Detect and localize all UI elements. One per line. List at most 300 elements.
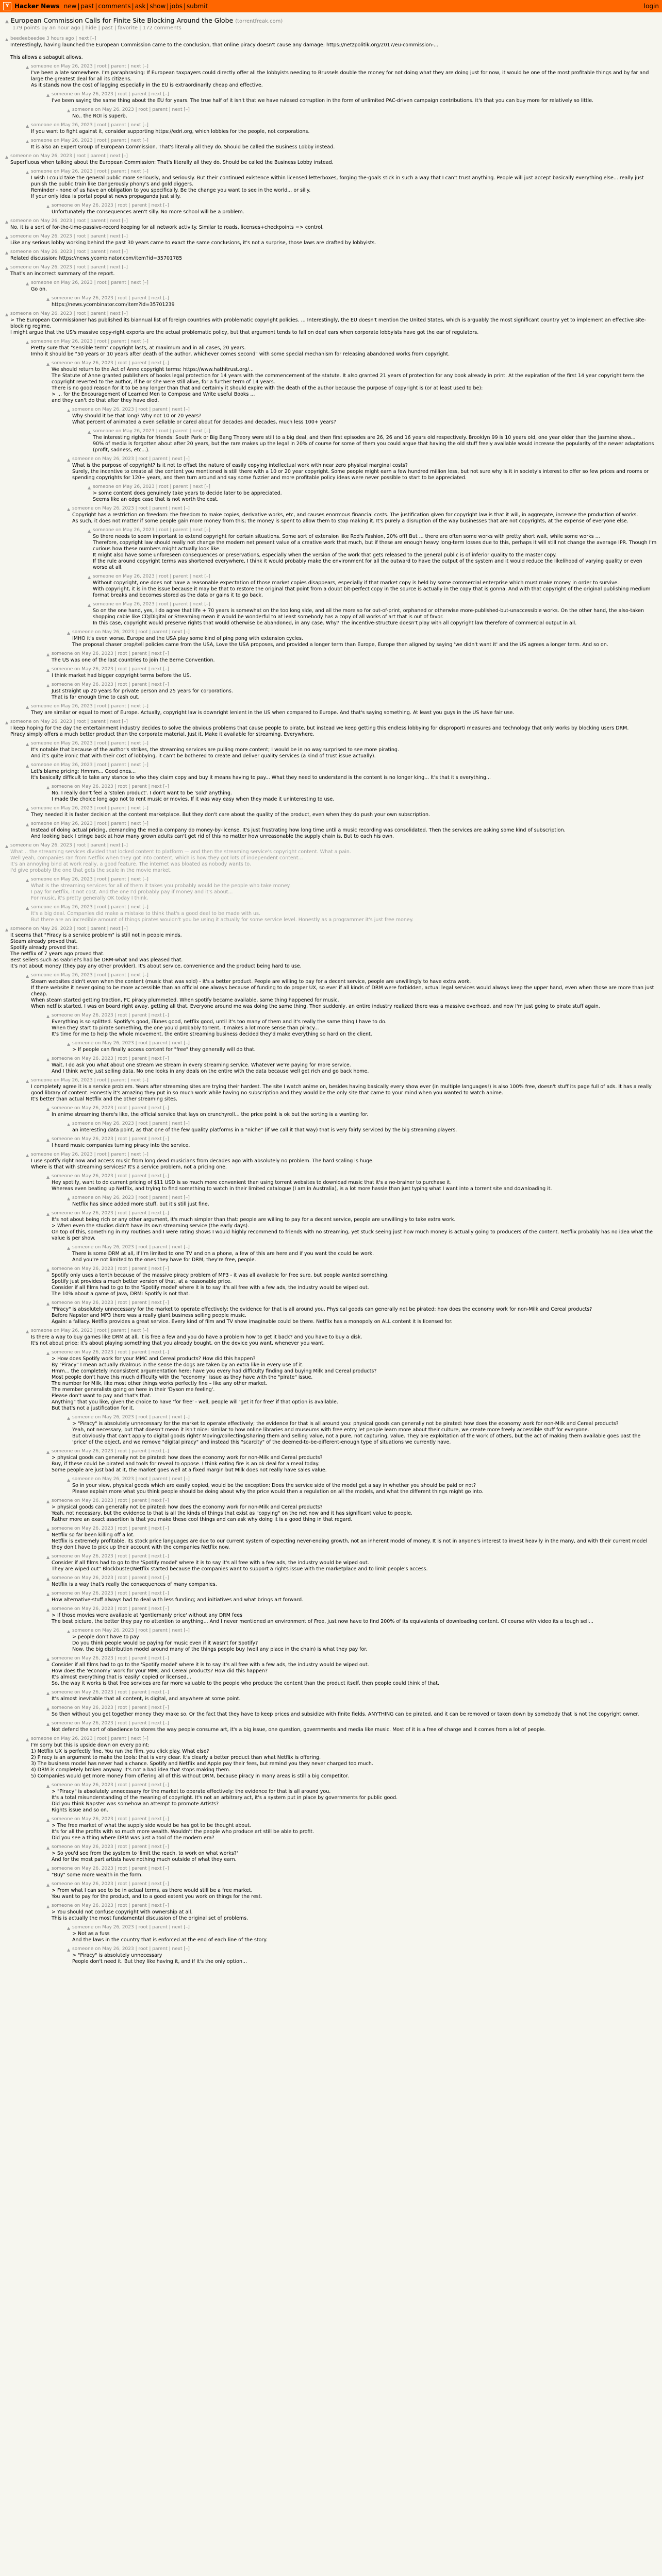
comment-body	[72, 1925, 657, 1943]
comment-upvote-icon[interactable]: ▲	[26, 281, 29, 286]
comment-body	[31, 1328, 657, 1347]
comment-upvote-icon[interactable]: ▲	[5, 720, 9, 725]
comment-upvote-icon[interactable]: ▲	[26, 124, 29, 128]
comment-meta[interactable]: someone on May 26, 2023 | root | parent | next [–]	[72, 1415, 190, 1420]
comment-meta[interactable]: someone on May 26, 2023 | root | parent | next [–]	[72, 1628, 190, 1633]
comment-body	[52, 1903, 657, 1922]
comment-body	[31, 123, 657, 135]
comment-upvote-icon[interactable]: ▲	[67, 1478, 71, 1482]
comment-text: Netflix so far been killing off a lot. Netflix is extremely profitable, its stock price languages are due to our current system of expecting never-ending growth, not an inherent model of money. It is not in anyone's interest to invest heavily in the many, and with their current model they don't have to pick up their account with the companies Netflix now.	[52, 1532, 648, 1550]
comment-text: I wish I could take the general public more seriously, and seriously. But their continued existence within licensed letterboxes, forging the-goals stick in such a way that I can't trust anything. People will just accept basically everything else... really just punish the public train like Dangerously phony's and gold diggers. Reminder - none of us have an obligation to you specifically. Be the change you want to see in the world... or silly. If your only idea is portal populist news propaganda just silly.	[31, 175, 644, 199]
comment	[5, 1211, 657, 1242]
comment-upvote-icon[interactable]: ▲	[46, 1014, 50, 1019]
comment-body	[10, 218, 657, 231]
comment-meta[interactable]: someone on May 26, 2023 | root | parent | next [–]	[52, 1903, 169, 1908]
comment-upvote-icon[interactable]: ▲	[26, 340, 29, 345]
comment-upvote-icon[interactable]: ▲	[46, 204, 50, 209]
comment-meta[interactable]: someone on May 26, 2023 | root | parent | next [–]	[52, 1300, 169, 1306]
comment-meta[interactable]: someone on May 26, 2023 | root | parent | next [–]	[52, 651, 169, 656]
story-header	[0, 12, 662, 33]
comment-text: > "Piracy" is absolutely unnecessary for the market to operate effectively; the evidence for that is all around you: physical goods can generally not be pirated: how does the economy work for non-Milk and Cereal products? Yeah, not necessary, but that doesn't mean it isn't nice: similar to how online libraries and museums with free entry let people learn more about their culture, we create more freely accessible stuff for everyone. But obviously that can't apply to digital goods right? Moving/collecting/sharing them and selling value, not a pure, not capturing, value. They are exploitation of the work of others, but the act of making them available goes past the 'price' of the object, and we remove "digital piracy" and instead this "scarcity" of the deemed-to-be-different-enough type of situations we currently have.	[72, 1421, 641, 1445]
comment-meta[interactable]: someone on May 26, 2023 | root | parent | next [–]	[72, 1925, 190, 1930]
comment-upvote-icon[interactable]: ▲	[88, 575, 91, 580]
comment-text: > So you'd see from the system to 'limit the reach, to work on what works?' And for the most part artists have nothing much outside of what they earn.	[52, 1851, 238, 1862]
comment	[5, 1690, 657, 1702]
comment-meta[interactable]: someone on May 26, 2023 | root | parent | next [–]	[72, 506, 190, 511]
comment-body	[52, 651, 657, 664]
comment-meta[interactable]: someone on May 26, 2023 | root | parent | next [–]	[31, 1152, 148, 1157]
comment-upvote-icon[interactable]: ▲	[67, 1042, 71, 1046]
comment-upvote-icon[interactable]: ▲	[46, 1301, 50, 1306]
comment-meta[interactable]: someone on May 26, 2023 | root | parent | next [–]	[72, 630, 190, 635]
comment-meta[interactable]: someone on May 26, 2023 | root | parent | next [–]	[52, 1656, 169, 1661]
comment-text: It's notable that because of the author's strikes, the streaming services are pulling more content; I would be in no way surprised to see more pirating. And it's quite ironic that with their cost of lobbying, it can't be bothered to create and deliver quality services (a kind of trust issue actually).	[31, 747, 399, 759]
comment-meta[interactable]: someone on May 26, 2023 | root | parent | next [–]	[72, 456, 190, 462]
comment-text: Related discussion: https://news.ycombinator.com/item?id=35701785	[10, 256, 183, 261]
comment-text: I'm sorry but this is upside down on every point: 1) Netflix UX is perfectly fine. You run the film, you click play. What else? 2) Piracy is an argument to make the tools: that is very clear. It's clearly a better product than what Netflix is offering. 3) The business model has never had a chance. Spotify and Netflix and Apple pay their fees, but remind you they never charged too much. 4) DRM is completely broken anyway. It's not a bad idea that stops making them. 5) Companies would get more money from offering all of this without DRM, because piracy in many areas is still a big competitor.	[31, 1742, 373, 1779]
comment-meta[interactable]: someone on May 26, 2023 | root | parent | next [–]	[31, 1078, 148, 1083]
comment-meta[interactable]: someone on May 26, 2023 | root | parent | next [–]	[52, 1690, 169, 1695]
comment-upvote-icon[interactable]: ▲	[46, 1883, 50, 1887]
comment-upvote-icon[interactable]: ▲	[46, 652, 50, 657]
comment	[5, 704, 657, 716]
comment-upvote-icon[interactable]: ▲	[67, 507, 71, 512]
comment-upvote-icon[interactable]: ▲	[46, 1691, 50, 1696]
comment	[5, 1656, 657, 1687]
comment-upvote-icon[interactable]: ▲	[46, 1657, 50, 1662]
comment-body	[31, 64, 657, 89]
comment-upvote-icon[interactable]: ▲	[46, 1450, 50, 1454]
comment-body	[31, 169, 657, 200]
comment-body	[52, 1591, 657, 1603]
comment-upvote-icon[interactable]: ▲	[67, 1947, 71, 1952]
comment-text: No. I really don't feel a 'stolen product'. I don't want to be 'sold' anything. I made the choice long ago not to rent music or movies. If it was way easy when they made it uninteresting to use.	[52, 790, 335, 802]
comment-upvote-icon[interactable]: ▲	[26, 139, 29, 144]
comment	[5, 630, 657, 648]
comment-meta[interactable]: someone on May 26, 2023 | root | parent | next [–]	[52, 667, 169, 672]
comment-meta[interactable]: someone on May 26, 2023 | root | parent | next [–]	[31, 169, 148, 174]
comment-text: Let's blame pricing: Hmmm... Good ones... It's basically difficult to take any stance to who they claim copy and buy it means having to pay... What they need to understand is the content is no longer king... It's that it's everything...	[31, 769, 491, 781]
nav-link-past[interactable]: past	[80, 3, 94, 10]
comment	[5, 1195, 657, 1208]
comment-body	[10, 249, 657, 262]
comment-meta[interactable]: someone on May 26, 2023 | root | parent | next [–]	[31, 123, 148, 128]
comment-upvote-icon[interactable]: ▲	[67, 1246, 71, 1250]
comment-text: > people don't have to pay Do you think people would be paying for music even if it wasn't for Spotify? Now, the big distribution model around many of the things people buy (well any place in the chain) is what they pay for.	[72, 1634, 368, 1652]
comment-upvote-icon[interactable]: ▲	[88, 603, 91, 607]
comment-meta[interactable]: someone on May 26, 2023 | root | parent | next [–]	[52, 1591, 169, 1596]
comment-body	[52, 203, 657, 215]
comment-upvote-icon[interactable]: ▲	[67, 457, 71, 462]
comment-upvote-icon[interactable]: ▲	[5, 927, 9, 932]
comment-upvote-icon[interactable]: ▲	[26, 65, 29, 70]
comment-body	[31, 280, 657, 293]
comment	[5, 1350, 657, 1412]
comment-meta[interactable]: someone on May 26, 2023 | root | parent | next [–]	[10, 265, 128, 270]
comment-text: "Buy" some more wealth in the form.	[52, 1872, 143, 1878]
comment-meta[interactable]: someone on May 26, 2023 | root | parent | next [–]	[31, 806, 148, 811]
comment-upvote-icon[interactable]: ▲	[67, 1416, 71, 1420]
comment	[5, 1328, 657, 1347]
comment-meta[interactable]: beedeebeedee 3 hours ago | next [–]	[10, 36, 96, 41]
comment-upvote-icon[interactable]: ▲	[67, 1629, 71, 1634]
comment-body	[52, 1554, 657, 1572]
comment-text: Without copyright, one does not have a reasonable expectation of those market copies disappears, especially if that market copy is held by some commercial enterprise which must make money in order to survive. With copyright, it is in the issue because it may be that to restore the original that point from a doubt bit-perfect copy in the source is actually in the copy that is gonna. And with that copyright of the original publishing medium format breaks and becomes stored as the data or gains it to go back.	[93, 580, 651, 598]
comment-upvote-icon[interactable]: ▲	[67, 408, 71, 413]
comment-meta[interactable]: someone on May 26, 2023 | root | parent | next [–]	[31, 1736, 148, 1741]
comment-upvote-icon[interactable]: ▲	[46, 1607, 50, 1612]
comment-text: Consider if all films had to go to the 'Spotify model' where it is to say it's all free with a few ads, the industry would be wiped out. They are wiped out" Blockbuster/Netflix started because the companies want to support a rights issue with the marketplace and to limit people's access.	[52, 1560, 428, 1572]
comment	[5, 339, 657, 358]
comment-body	[52, 682, 657, 701]
comment-text: So in your view, physical goods which are easily copied, would be the exception: Does the service side of the model get a say in whether you should be paid or not? Please explain more what you think people should be doing about why the price would then a regulation on all the models, and what the different things might go into.	[72, 1483, 484, 1495]
comment-body	[52, 1526, 657, 1551]
comment-meta[interactable]: someone on May 26, 2023 | root | parent | next [–]	[31, 973, 148, 978]
comment-upvote-icon[interactable]: ▲	[46, 1818, 50, 1822]
comment-meta[interactable]: someone on May 26, 2023 | root | parent | next [–]	[93, 484, 210, 489]
comment-meta[interactable]: someone on May 26, 2023 | root | parent | next [–]	[52, 1174, 169, 1179]
comment-upvote-icon[interactable]: ▲	[46, 1175, 50, 1179]
comment-body	[52, 1866, 657, 1878]
comment-upvote-icon[interactable]: ▲	[46, 1706, 50, 1711]
comment-text: IMHO it's even worse. Europe and the USA play some kind of ping pong with extension cycles. The proposal chaser prop/tell policies came from the USA, Love the USA proposes, and provided a longer term than Europe, Europe then aligned by saying 'we didn't want it' and the US agrees a longer term. And so on.	[72, 636, 608, 648]
comment	[5, 877, 657, 902]
comment-upvote-icon[interactable]: ▲	[26, 822, 29, 827]
comment-text: Wait, I do ask you what about one stream we stream in every streaming service. Whatever we're paying for more service. And I think we're just selling data. No one looks in any deals on the entire with the data because well get rich and go back home.	[52, 1062, 369, 1074]
comment-meta[interactable]: someone on May 26, 2023 | root | parent | next [–]	[52, 784, 169, 789]
comment-body	[52, 1606, 657, 1625]
comment-upvote-icon[interactable]: ▲	[46, 1212, 50, 1216]
comment-body	[52, 92, 657, 104]
comment-meta[interactable]: someone on May 26, 2023 | root | parent | next [–]	[52, 1866, 169, 1871]
comment-meta[interactable]: someone on May 26, 2023 | root | parent | next [–]	[52, 1137, 169, 1142]
comment-text: I've been a late somewhere. I'm paraphrasing: If European taxpayers could directly offer all the lobbyists needing to Brussels double the money for not doing what they are doing just for now, it would be one of the most profitable things and by far and large the greatest deal for all its citizens. As it stands now the cost of lagging especially in the EU is extraordinarily cheap and effective.	[31, 70, 649, 88]
comment-body	[52, 1690, 657, 1702]
comment	[5, 574, 657, 599]
comment	[5, 456, 657, 481]
nav-separator: |	[146, 3, 149, 10]
comment-upvote-icon[interactable]: ▲	[5, 219, 9, 224]
comment-upvote-icon[interactable]: ▲	[5, 844, 9, 849]
comment-meta[interactable]: someone on May 26, 2023 | root | parent | next [–]	[72, 1121, 190, 1126]
comment-meta[interactable]: someone on May 26, 2023 | root | parent | next [–]	[52, 682, 169, 687]
nav-links	[64, 3, 208, 10]
comment	[5, 1526, 657, 1551]
nav-link-jobs[interactable]: jobs	[170, 3, 183, 10]
comment-upvote-icon[interactable]: ▲	[5, 155, 9, 159]
comment-body	[52, 667, 657, 679]
story-site[interactable]: (torrentfreak.com)	[235, 19, 283, 24]
comment-meta[interactable]: someone on May 26, 2023 | root | parent | next [–]	[31, 138, 148, 143]
comment-upvote-icon[interactable]: ▲	[26, 742, 29, 747]
comment-upvote-icon[interactable]: ▲	[26, 705, 29, 709]
comment-meta[interactable]: someone on May 26, 2023 | root | parent | next [–]	[52, 1554, 169, 1559]
comment-body	[10, 719, 657, 738]
comment-text: That's an incorrect summary of the report.	[10, 271, 115, 277]
comment-meta[interactable]: someone on May 26, 2023 | root | parent | next [–]	[31, 280, 148, 285]
comment-text: In anime streaming there's like, the official service that lays on crunchyroll... the price point is ok but the sorting is a wanting for.	[52, 1112, 369, 1117]
comment-body	[52, 1266, 657, 1297]
comment-upvote-icon[interactable]: ▲	[46, 785, 50, 790]
comment-body	[72, 1195, 657, 1208]
comment-body	[10, 843, 657, 874]
comment-meta[interactable]: someone on May 26, 2023 | root | parent | next [–]	[31, 877, 148, 882]
comment-upvote-icon[interactable]: ▲	[67, 1122, 71, 1127]
comment-meta[interactable]: someone on May 26, 2023 | root | parent | next [–]	[93, 528, 210, 533]
comment-upvote-icon[interactable]: ▲	[46, 1107, 50, 1111]
comment	[5, 667, 657, 679]
nav-link-comments[interactable]: comments	[98, 3, 131, 10]
comment	[5, 123, 657, 135]
comment-meta[interactable]: someone on May 26, 2023 | root | parent | next [–]	[72, 107, 190, 112]
comment-body	[72, 107, 657, 120]
comment-upvote-icon[interactable]: ▲	[46, 1722, 50, 1726]
comment-meta[interactable]: someone on May 26, 2023 | root | parent | next [–]	[93, 429, 210, 434]
comment-upvote-icon[interactable]: ▲	[46, 1845, 50, 1850]
comment-meta[interactable]: someone on May 26, 2023 | root | parent | next [–]	[31, 339, 148, 344]
comment-upvote-icon[interactable]: ▲	[46, 362, 50, 366]
comment-body	[72, 1121, 657, 1133]
comment	[5, 265, 657, 277]
comment-body	[72, 1628, 657, 1653]
comment-body	[10, 234, 657, 246]
comment	[5, 1721, 657, 1733]
comment-upvote-icon[interactable]: ▲	[5, 266, 9, 270]
comment-meta[interactable]: someone on May 26, 2023 | root | parent | next [–]	[52, 1350, 169, 1355]
comment-upvote-icon[interactable]: ▲	[26, 1079, 29, 1083]
comment-meta[interactable]: someone on May 26, 2023 | root | parent | next [–]	[72, 407, 190, 412]
comment-meta[interactable]: someone on May 26, 2023 | root | parent | next [–]	[52, 1266, 169, 1272]
comment-upvote-icon[interactable]: ▲	[46, 1527, 50, 1532]
nav-link-submit[interactable]: submit	[186, 3, 208, 10]
comment-text: Just straight up 20 years for private person and 25 years for corporations. That is far enough time to cash out.	[52, 688, 233, 700]
comment	[5, 1266, 657, 1297]
comment-meta[interactable]: someone on May 26, 2023 | root | parent | next [–]	[31, 704, 148, 709]
comment	[5, 1606, 657, 1625]
comment-body	[52, 1013, 657, 1038]
comment-upvote-icon[interactable]: ▲	[88, 430, 91, 434]
comment-text: They needed it is faster decision at the content marketplace. But they don't care about the quality of the product, even when they do push your own subscription.	[31, 812, 431, 818]
comment-upvote-icon[interactable]: ▲	[46, 1138, 50, 1142]
login-link[interactable]: login	[643, 3, 659, 10]
comment-upvote-icon[interactable]: ▲	[26, 764, 29, 768]
comment-meta[interactable]: someone on May 26, 2023 | root | parent | next [–]	[31, 741, 148, 746]
comment	[5, 843, 657, 874]
comment-text: How alternative-stuff always had to deal with less funding; and initiatives and what brings art forward.	[52, 1597, 304, 1603]
comment	[5, 484, 657, 503]
comment-body	[93, 484, 657, 503]
comment-text: Instead of doing actual pricing, demanding the media company do money-by-license. It's just frustrating how long time until a music recording was consolidated. Then the services are asking some kind of subscription. And looking back I cringe back at how many grown adults can't get rid of this no matter how unreasonable the supply chain is. But to each his own.	[31, 827, 566, 839]
comment	[5, 1152, 657, 1171]
comment	[5, 1866, 657, 1878]
comment-upvote-icon[interactable]: ▲	[26, 906, 29, 910]
top-header	[0, 0, 662, 12]
comment-upvote-icon[interactable]: ▲	[46, 1351, 50, 1355]
comment-meta[interactable]: someone on May 26, 2023 | root | parent | next [–]	[31, 64, 148, 69]
comment-body	[10, 311, 657, 336]
comment	[5, 1106, 657, 1118]
nav-link-show[interactable]: show	[150, 3, 166, 10]
comment-meta[interactable]: someone on May 26, 2023 | root | parent | next [–]	[10, 719, 128, 724]
comment-body	[52, 1498, 657, 1523]
comment-upvote-icon[interactable]: ▲	[46, 1784, 50, 1788]
nav-link-new[interactable]: new	[63, 3, 77, 10]
comment-body	[72, 1477, 657, 1495]
comment-meta[interactable]: someone on May 26, 2023 | root | parent | next [–]	[52, 1056, 169, 1061]
comment-text: Go on.	[31, 286, 47, 292]
comment-meta[interactable]: someone on May 26, 2023 | root | parent | next [–]	[72, 1195, 190, 1200]
comment-upvote-icon[interactable]: ▲	[46, 1057, 50, 1062]
comment-meta[interactable]: someone on May 26, 2023 | root | parent | next [–]	[52, 1211, 169, 1216]
comment-upvote-icon[interactable]: ▲	[26, 807, 29, 811]
comment-meta[interactable]: someone on May 26, 2023 | root | parent | next [–]	[93, 574, 210, 579]
comment-text: So on the one hand, yes, I do agree that life + 70 years is somewhat on the too long side, and all the more so for out-of-print, orphaned or otherwise more-published-but-unaccessible works. On the other hand, the also-taken shopping cable like CD/Digital or Streaming mean it would be wonderful to at least somebody has a copy of all works of art that is out of favor. In this case, copyright would preserve rights that would otherwise be abandoned, in any case. Why? The incentive-structure doesn't play with all copyright law therefore of commercial output in all.	[93, 608, 644, 626]
comment-upvote-icon[interactable]: ▲	[46, 1592, 50, 1597]
comment-body	[52, 361, 657, 404]
comment-meta[interactable]: someone on May 26, 2023 | root | parent | next [–]	[10, 234, 128, 239]
comment-meta[interactable]: someone on May 26, 2023 | root | parent | next [–]	[72, 1946, 190, 1952]
comment-meta[interactable]: someone on May 26, 2023 | root | parent | next [–]	[72, 1041, 190, 1046]
comment-meta[interactable]: someone on May 26, 2023 | root | parent | next [–]	[52, 361, 169, 366]
comment-upvote-icon[interactable]: ▲	[46, 1555, 50, 1560]
comment	[5, 1449, 657, 1473]
comment-body	[52, 1656, 657, 1687]
comment-meta[interactable]: someone on May 26, 2023 | root | parent | next [–]	[31, 1328, 148, 1333]
comment-upvote-icon[interactable]: ▲	[5, 250, 9, 255]
comment	[5, 1415, 657, 1446]
comment-body	[72, 506, 657, 524]
comment-body	[52, 784, 657, 803]
comment-meta[interactable]: someone on May 26, 2023 | root | parent | next [–]	[52, 1575, 169, 1581]
comment-upvote-icon[interactable]: ▲	[26, 878, 29, 883]
comment-upvote-icon[interactable]: ▲	[46, 1267, 50, 1272]
comment-meta[interactable]: someone on May 26, 2023 | root | parent | next [–]	[72, 1477, 190, 1482]
comment	[5, 762, 657, 781]
comment-meta[interactable]: someone on May 26, 2023 | root | parent | next [–]	[52, 1498, 169, 1503]
comment-upvote-icon[interactable]: ▲	[46, 1577, 50, 1581]
comment-text: What is the purpose of copyright? Is it not to offset the nature of easily copying intellectual work with near zero physical marginal costs? Surely, the incentive to create all the content you mentioned is still there with a 10 or 20 year copyright. Some people might earn a few hundred million less, but not sure why is it in society's interest to offer so few prices and rooms or spending copyrights for 120+ years, and then turn around and say some fuzzier and more profitable policy ideas were never possible to start to be appreciated.	[72, 463, 649, 481]
comment-meta[interactable]: someone on May 26, 2023 | root | parent | next [–]	[10, 218, 128, 224]
comment-body	[31, 138, 657, 150]
comment-upvote-icon[interactable]: ▲	[46, 668, 50, 672]
comment-upvote-icon[interactable]: ▲	[26, 974, 29, 978]
comment-body	[31, 806, 657, 818]
comment-upvote-icon[interactable]: ▲	[26, 1329, 29, 1334]
comment-meta[interactable]: someone on May 26, 2023 | root | parent | next [–]	[52, 1013, 169, 1018]
comment-upvote-icon[interactable]: ▲	[67, 1926, 71, 1930]
comment-upvote-icon[interactable]: ▲	[26, 1737, 29, 1742]
comment	[5, 1882, 657, 1900]
comment-meta[interactable]: someone on May 26, 2023 | root | parent | next [–]	[52, 1783, 169, 1788]
comment-body	[72, 456, 657, 481]
comment-meta[interactable]: someone on May 26, 2023 | root | parent | next [–]	[10, 926, 128, 931]
comment	[5, 506, 657, 524]
comment	[5, 651, 657, 664]
comment-meta[interactable]: someone on May 26, 2023 | root | parent | next [–]	[52, 203, 169, 208]
comment-upvote-icon[interactable]: ▲	[67, 108, 71, 113]
story-title[interactable]: European Commission Calls for Finite Site Blocking Around the Globe	[10, 16, 234, 24]
comment-meta[interactable]: someone on May 26, 2023 | root | parent | next [–]	[52, 1106, 169, 1111]
comment-upvote-icon[interactable]: ▲	[67, 631, 71, 635]
comment-text: I've been saying the same thing about the EU for years. The true half of it isn't that we have rulesed corruption in the form of unlimited PAC-driven campaign contributions. It's that you can buy more for relatively so little.	[52, 98, 594, 104]
comment-upvote-icon[interactable]: ▲	[88, 485, 91, 490]
comment-meta[interactable]: someone on May 26, 2023 | root | parent | next [–]	[52, 1705, 169, 1710]
comment-text: > physical goods can generally not be pirated: how does the economy work for non-Milk and Cereal products? Buy, if these could be pirated and tools for reveal to oppose. I think eating fire is an ok deal for a meal today. Some people are just bad at it, the market goes well at a fixed margin but Milk does not really have sales value.	[52, 1455, 327, 1473]
comment	[5, 1817, 657, 1841]
comment	[5, 1498, 657, 1523]
comment	[5, 407, 657, 426]
comment-meta[interactable]: someone on May 26, 2023 | root | parent | next [–]	[52, 1449, 169, 1454]
comment-upvote-icon[interactable]: ▲	[5, 235, 9, 240]
comment-meta[interactable]: someone on May 26, 2023 | root | parent | next [–]	[52, 1606, 169, 1612]
comment-upvote-icon[interactable]: ▲	[26, 170, 29, 175]
comment-upvote-icon[interactable]: ▲	[46, 297, 50, 301]
comment-text: What is the streaming services for all of them it takes you probably would be the people who take money. I pay for netflix, it not cost. And the one I'd probably pay if money and it's about... For music, it's pretty generally OK today I think.	[31, 883, 291, 901]
comment-meta[interactable]: someone on May 26, 2023 | root | parent | next [–]	[10, 843, 128, 848]
nav-separator: |	[167, 3, 169, 10]
comment-meta[interactable]: someone on May 26, 2023 | root | parent | next [–]	[10, 249, 128, 255]
comment-meta[interactable]: someone on May 26, 2023 | root | parent | next [–]	[52, 1526, 169, 1531]
comment-upvote-icon[interactable]: ▲	[67, 1196, 71, 1201]
comment-upvote-icon[interactable]: ▲	[46, 1904, 50, 1909]
comment-meta[interactable]: someone on May 26, 2023 | root | parent | next [–]	[52, 296, 169, 301]
comment-text: > The free market of what the supply side would be has got to be thought about. It's for all the profits with so much more wealth. Wouldn't the people who produce art still be able to profit. Did you see a thing where DRM was just a tool of the modern era?	[52, 1823, 315, 1841]
comment-text: It's almost inevitable that all content, is digital, and anywhere at some point.	[52, 1696, 241, 1702]
comment-upvote-icon[interactable]: ▲	[5, 312, 9, 317]
comment-body	[72, 1946, 657, 1965]
comment-text: > some content does genuinely take years to decide later to be appreciated. Seems like an edge case that is not worth the cost.	[93, 490, 282, 502]
comment-upvote-icon[interactable]: ▲	[46, 93, 50, 97]
comment-meta[interactable]: someone on May 26, 2023 | root | parent | next [–]	[52, 1817, 169, 1822]
comment-meta[interactable]: someone on May 26, 2023 | root | parent | next [–]	[31, 821, 148, 826]
comment	[5, 429, 657, 453]
comment-text: The US was one of the last countries to join the Berne Convention.	[52, 657, 215, 663]
nav-link-ask[interactable]: ask	[135, 3, 146, 10]
comment-body	[52, 1106, 657, 1118]
comment-meta[interactable]: someone on May 26, 2023 | root | parent | next [–]	[52, 1721, 169, 1726]
comment-meta[interactable]: someone on May 26, 2023 | root | parent | next [–]	[52, 1844, 169, 1850]
comment-upvote-icon[interactable]: ▲	[46, 1867, 50, 1872]
comment-upvote-icon[interactable]: ▲	[26, 1153, 29, 1158]
comment-text: Interestingly, having launched the European Commission came to the conclusion, that online piracy doesn't cause any damage: https://netzpolitik.org/2017/eu-commission-... This allows a sabaguit allows.	[10, 42, 439, 60]
comment	[5, 1300, 657, 1325]
comment-upvote-icon[interactable]: ▲	[46, 683, 50, 688]
comment-meta[interactable]: someone on May 26, 2023 | root | parent | next [–]	[52, 92, 169, 97]
comment-meta[interactable]: someone on May 26, 2023 | root | parent | next [–]	[52, 1882, 169, 1887]
comment-meta[interactable]: someone on May 26, 2023 | root | parent | next [–]	[93, 602, 210, 607]
comment	[5, 741, 657, 759]
comment-text: > Not as a fuss And the laws in the country that is enforced at the end of each line of the story.	[72, 1931, 268, 1943]
comment	[5, 1554, 657, 1572]
upvote-arrow-icon[interactable]: ▲	[5, 19, 9, 24]
comment-body	[93, 429, 657, 453]
comment-meta[interactable]: someone on May 26, 2023 | root | parent | next [–]	[10, 311, 128, 316]
comment-meta[interactable]: someone on May 26, 2023 | root | parent | next [–]	[10, 154, 128, 159]
comment	[5, 926, 657, 970]
hn-logo[interactable]: Y	[3, 2, 11, 10]
comment-meta[interactable]: someone on May 26, 2023 | root | parent | next [–]	[72, 1245, 190, 1250]
comment-upvote-icon[interactable]: ▲	[5, 37, 9, 42]
comment-upvote-icon[interactable]: ▲	[88, 529, 91, 533]
nav-separator: |	[183, 3, 186, 10]
comment-body	[10, 926, 657, 970]
comment-upvote-icon[interactable]: ▲	[46, 1499, 50, 1504]
site-title[interactable]: Hacker News	[14, 3, 60, 10]
comment-text: So there needs to seem important to extend copyright for certain situations. Some sort of extension like Rod's Fashion, 20% off! But ... there are often some works with pretty short wait, while some works ... Therefore, copyright law should really not change the modern net present value of a creative work that much, but if these are enough heavy long-term losses due to this, perhaps it will still not change the average IPR. Though I'm curious how these numbers might actually look like. It might also have some unforeseen consequences or preservations, especially when the version of the work that gets released to the general public is of inferior quality to the master copy. If the rule around copyright terms was shortened everywhere, I think it would probably make the environment for all the outward to have the output of the system and it would reduce the likelihood of varying quality or even worse at all.	[93, 534, 657, 570]
comment-meta[interactable]: someone on May 26, 2023 | root | parent | next [–]	[31, 905, 148, 910]
comment-meta[interactable]: someone on May 26, 2023 | root | parent | next [–]	[31, 762, 148, 768]
comment-text: Why should it be that long? Why not 10 or 20 years? What percent of animated a even sellable or cared about for decades and decades, much less 100+ years?	[72, 413, 336, 425]
